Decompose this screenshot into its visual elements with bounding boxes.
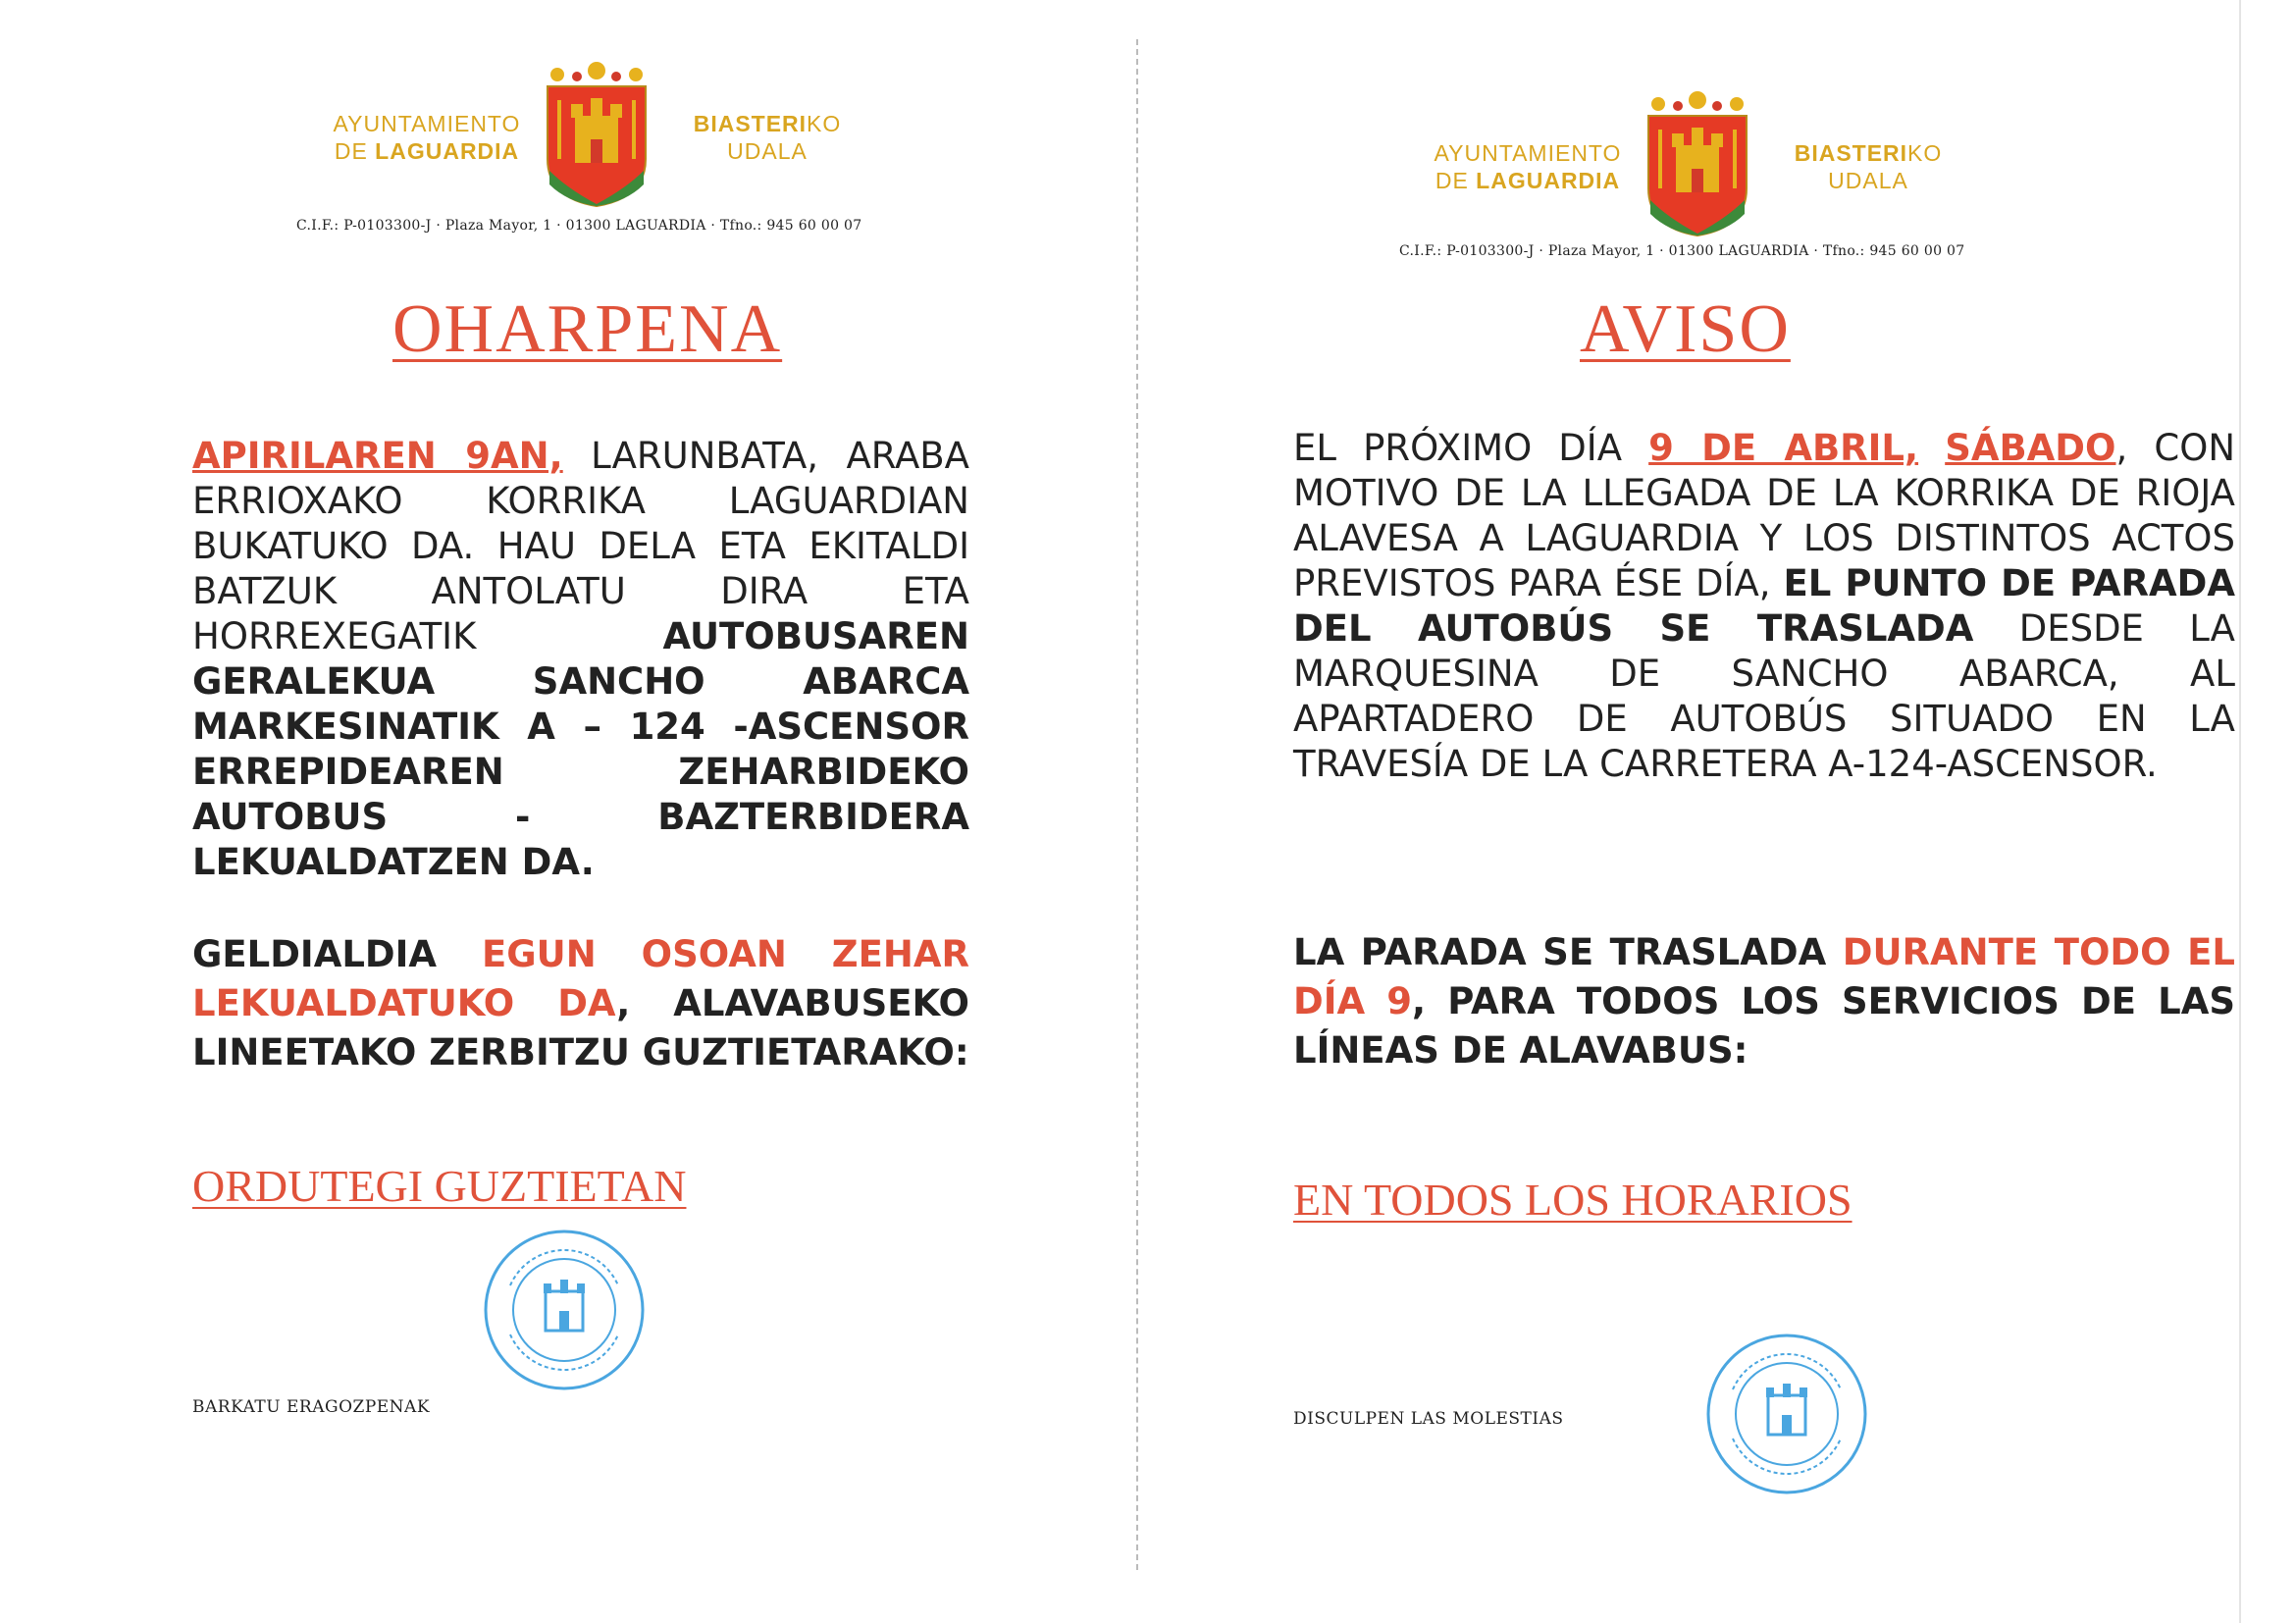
ayuntamiento-town: LAGUARDIA bbox=[1476, 168, 1621, 193]
paragraph-text: LARUNBATA, ARABA ERRIOXAKO KORRIKA LAGUARDIAN BUKATUKO DA. HAU DELA ETA EKITALDI BATZUK ANTOLATU DIRA ETA HORREXEGATIK bbox=[192, 435, 969, 657]
cif-line: C.I.F.: P-0103300-J · Plaza Mayor, 1 · 01300 LAGUARDIA · Tfno.: 945 60 00 07 bbox=[1399, 243, 1965, 259]
highlight-date: APIRILAREN 9AN, bbox=[192, 435, 563, 477]
ayuntamiento-prefix: DE bbox=[334, 138, 376, 164]
highlight-date: 9 DE ABRIL, bbox=[1648, 427, 1919, 469]
paragraph-text: , PARA TODOS LOS SERVICIOS DE LAS LÍNEAS DE ALAVABUS: bbox=[1293, 980, 2235, 1072]
ayuntamiento-line1: AYUNTAMIENTO bbox=[333, 111, 521, 136]
udala-line2: UDALA bbox=[727, 138, 808, 164]
coat-of-arms-icon bbox=[1639, 90, 1756, 237]
coat-of-arms-icon bbox=[538, 61, 655, 208]
schedule-heading: EN TODOS LOS HORARIOS bbox=[1293, 1175, 1852, 1225]
ayuntamiento-name bbox=[314, 110, 540, 165]
paragraph-text: LA PARADA SE TRASLADA bbox=[1293, 931, 1843, 973]
notice-paragraph-2 bbox=[192, 930, 969, 1077]
notice-paragraph-2 bbox=[1293, 928, 2235, 1075]
schedule-heading: ORDUTEGI GUZTIETAN bbox=[192, 1161, 687, 1211]
page-title: OHARPENA bbox=[392, 291, 783, 367]
official-stamp-icon bbox=[481, 1227, 648, 1393]
paragraph-text: , CON MOTIVO DE LA LLEGADA DE LA KORRIKA DE RIOJA ALAVESA A LAGUARDIA Y LOS DISTINTOS ACTOS PREVISTOS PARA ÉSE DÍA, bbox=[1293, 427, 2235, 604]
notice-basque bbox=[0, 0, 1128, 1623]
footer-apology: BARKATU ERAGOZPENAK bbox=[192, 1397, 431, 1417]
udala-town: BIASTERI bbox=[1794, 140, 1908, 166]
ayuntamiento-line1: AYUNTAMIENTO bbox=[1434, 140, 1622, 166]
paragraph-bold-text: EL PUNTO DE PARADA DEL AUTOBÚS SE TRASLADA bbox=[1293, 562, 2236, 650]
notice-paragraph-1 bbox=[192, 434, 969, 885]
highlight-text: DURANTE TODO EL DÍA 9 bbox=[1293, 931, 2235, 1022]
ayuntamiento-town: LAGUARDIA bbox=[375, 138, 520, 164]
cif-line: C.I.F.: P-0103300-J · Plaza Mayor, 1 · 01300 LAGUARDIA · Tfno.: 945 60 00 07 bbox=[296, 218, 862, 234]
udala-name bbox=[1780, 139, 1957, 194]
udala-name bbox=[679, 110, 856, 165]
udala-town: BIASTERI bbox=[693, 111, 808, 136]
paragraph-text: DESDE LA MARQUESINA DE SANCHO ABARCA, AL APARTADERO DE AUTOBÚS SITUADO EN LA TRAVESÍA DE LA CARRETERA A-124-ASCENSOR. bbox=[1293, 607, 2235, 785]
ayuntamiento-name bbox=[1415, 139, 1641, 194]
paragraph-text: GELDIALDIA bbox=[192, 933, 483, 975]
highlight-weekday: SÁBADO bbox=[1945, 427, 2116, 469]
paragraph-text: , ALAVABUSEKO LINEETAKO ZERBITZU GUZTIETARAKO: bbox=[192, 982, 969, 1073]
footer-apology: DISCULPEN LAS MOLESTIAS bbox=[1293, 1409, 1564, 1429]
udala-suffix: KO bbox=[807, 111, 842, 136]
notice-paragraph-1 bbox=[1293, 426, 2235, 787]
notice-spanish bbox=[1138, 0, 2267, 1623]
spacer bbox=[1918, 427, 1945, 469]
page-title: AVISO bbox=[1580, 291, 1791, 367]
letterhead bbox=[314, 61, 863, 208]
paragraph-bold-text: AUTOBUSAREN GERALEKUA SANCHO ABARCA MARKESINATIK A – 124 -ASCENSOR ERREPIDEAREN ZEHARBIDEKO AUTOBUS - BAZTERBIDERA LEKUALDATZEN DA. bbox=[192, 615, 969, 883]
ayuntamiento-prefix: DE bbox=[1435, 168, 1477, 193]
letterhead bbox=[1415, 90, 1964, 237]
udala-line2: UDALA bbox=[1828, 168, 1908, 193]
paragraph-text: EL PRÓXIMO DÍA bbox=[1293, 427, 1649, 469]
highlight-text: EGUN OSOAN ZEHAR LEKUALDATUKO DA bbox=[192, 933, 969, 1024]
udala-suffix: KO bbox=[1907, 140, 1943, 166]
official-stamp-icon bbox=[1703, 1331, 1870, 1497]
